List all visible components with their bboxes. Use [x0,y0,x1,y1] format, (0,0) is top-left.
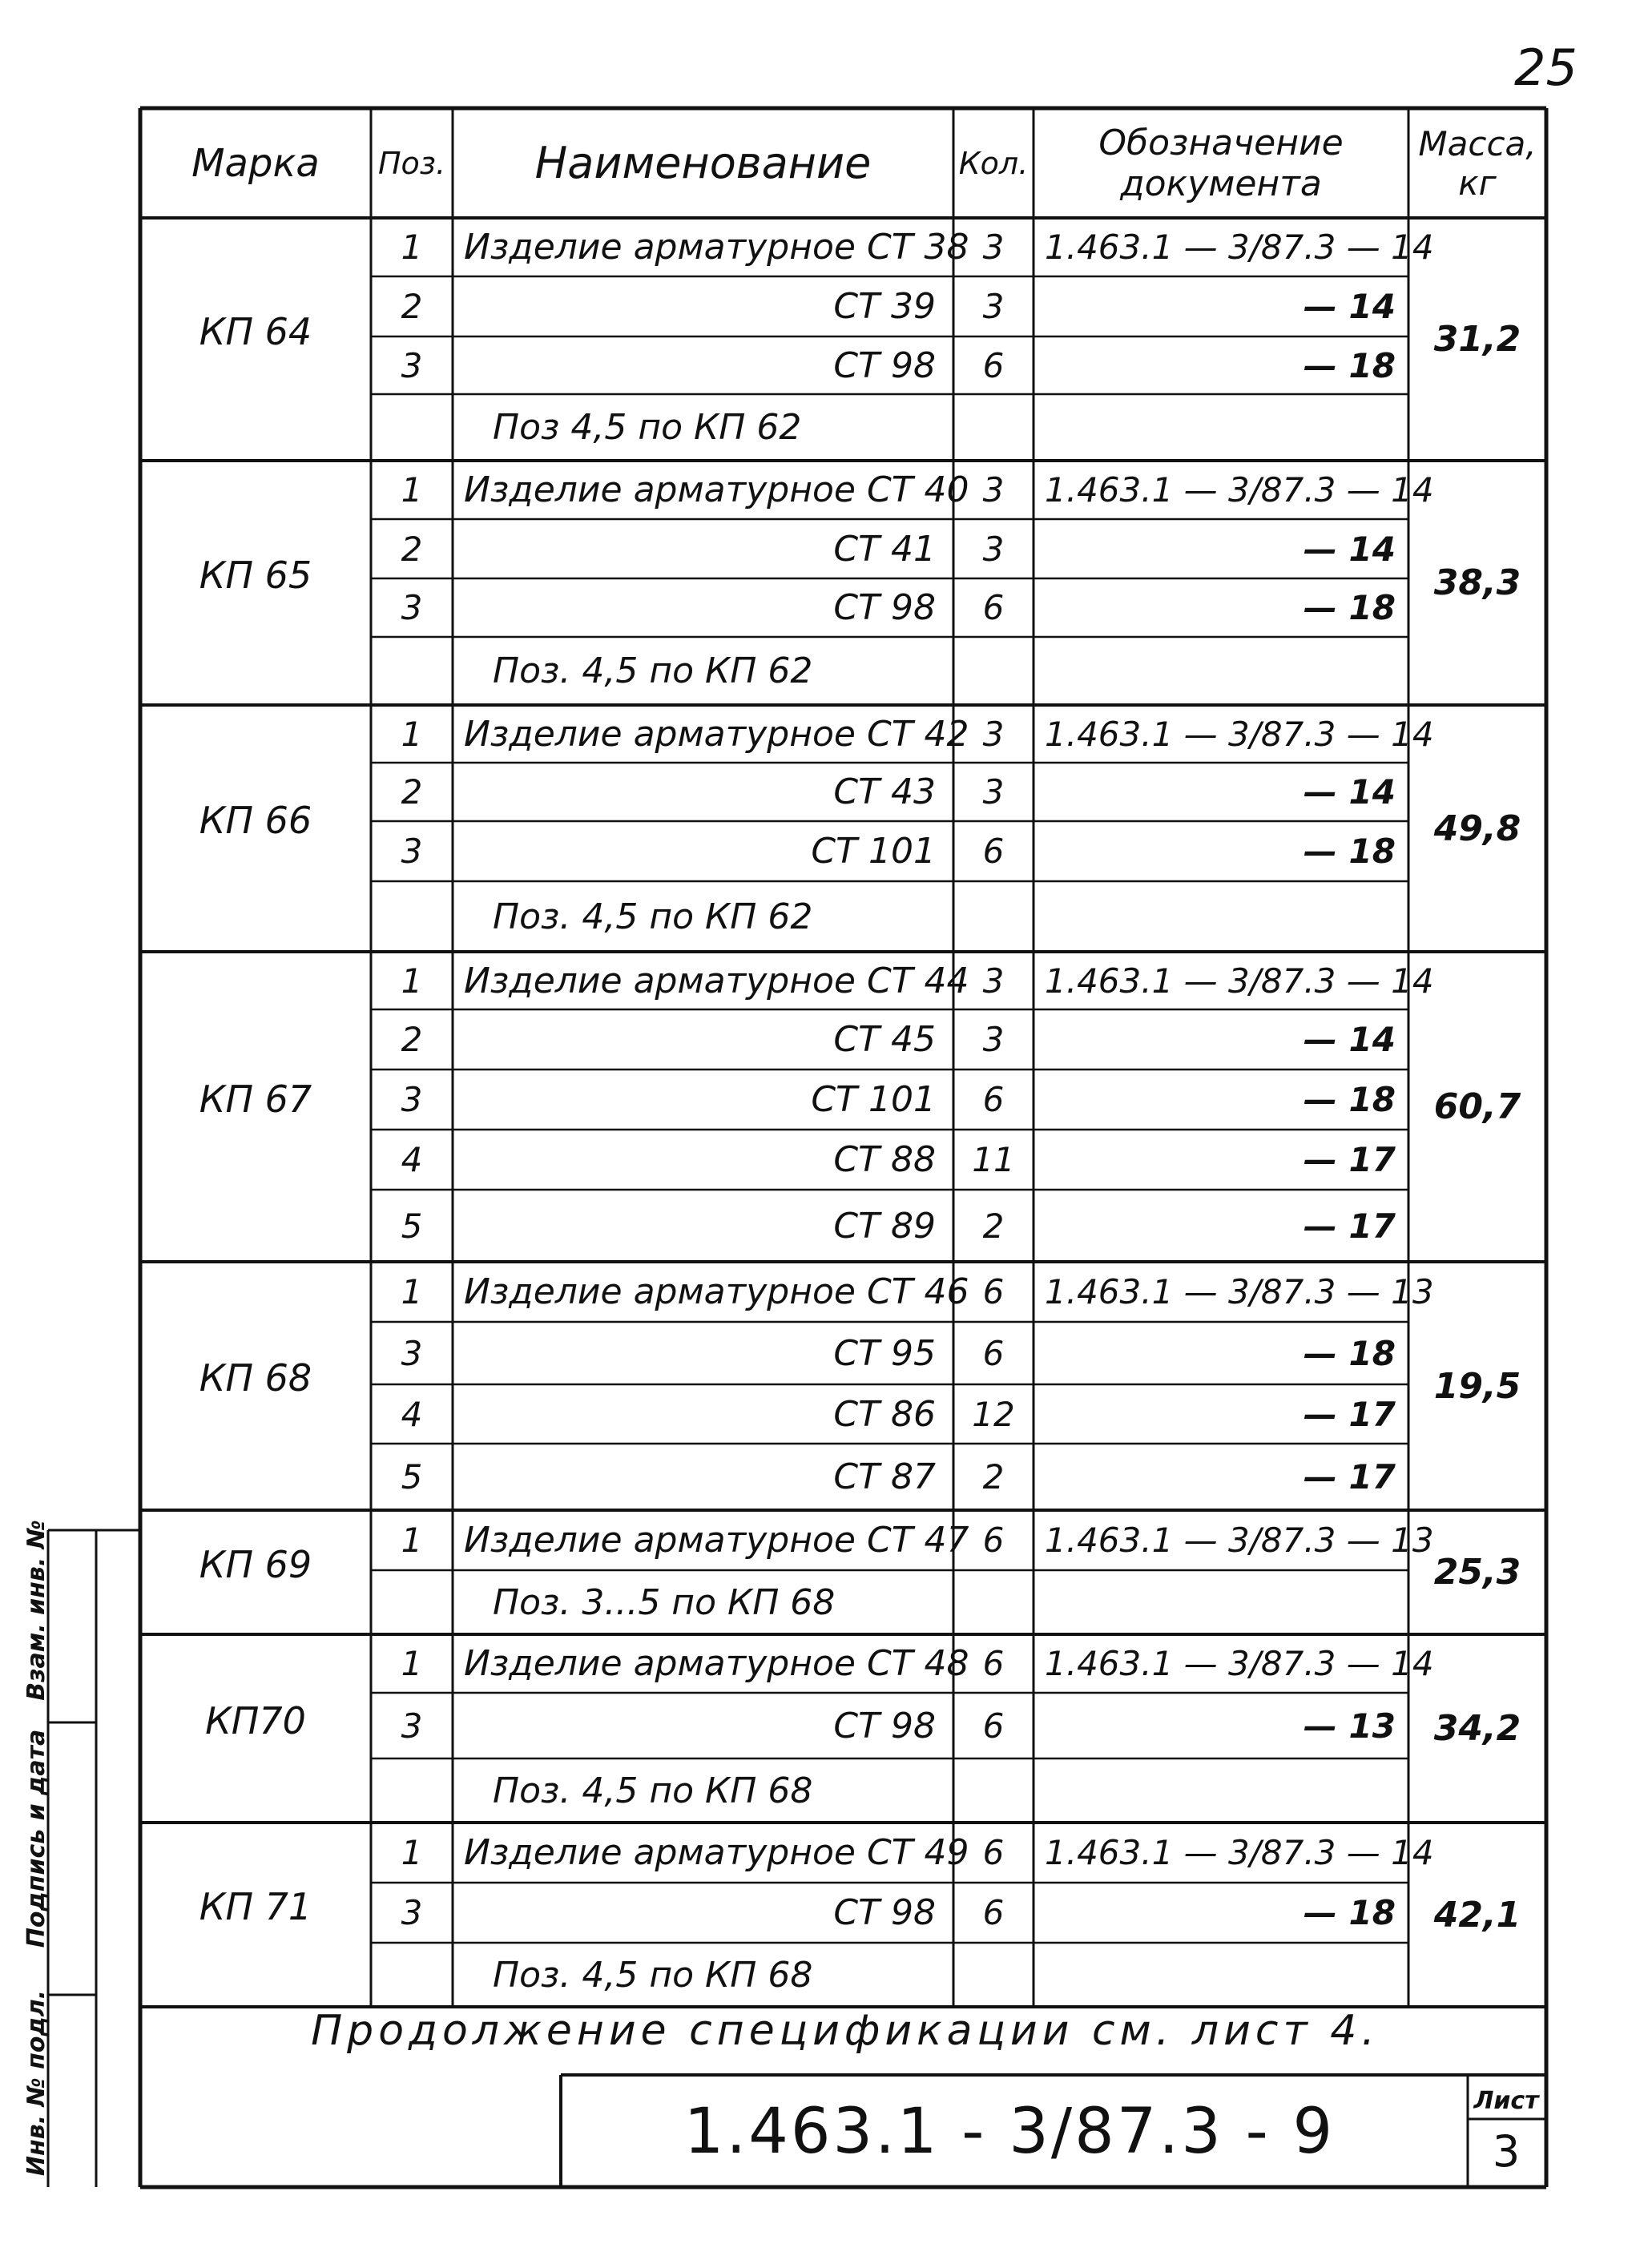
qty-cell: 2 [982,1457,1005,1497]
qty-cell [953,637,1034,705]
pos-cell: 3 [401,345,423,385]
qty-cell: 3 [982,287,1005,326]
qty-cell: 6 [982,1644,1005,1683]
header-qty-text: Кол. [958,145,1029,181]
header-pos-text: Поз. [377,145,446,181]
pos-cell: 3 [401,1333,423,1373]
doc-cell: — 18 [1303,832,1396,871]
qty-cell: 6 [982,345,1005,385]
qty-cell [953,1570,1034,1634]
pos-cell: 5 [401,1457,423,1497]
header-name [453,108,953,218]
stamp-inv-no-orig: Инв. № подл. [22,1989,50,2177]
header-mark-text: Марка [191,140,320,186]
pos-cell: 4 [401,1394,423,1434]
pos-cell: 3 [401,1080,423,1119]
pos-cell: 3 [401,1893,423,1932]
doc-cell: 1.463.1 — 3/87.3 — 13 [1045,1272,1434,1311]
qty-cell: 6 [982,1080,1005,1119]
pos-cell: 3 [401,588,423,627]
header-doc-text: документа [1120,163,1322,204]
doc-cell: — 18 [1303,1333,1396,1373]
name-cell: СТ 95 [833,1332,936,1374]
name-cell: Изделие арматурное СТ 38 [464,227,969,268]
qty-cell: 3 [982,772,1005,812]
name-cell: Поз. 4,5 по КП 62 [493,896,813,937]
qty-cell: 3 [982,714,1005,754]
name-cell: СТ 98 [833,1705,936,1746]
name-cell: СТ 41 [833,528,936,570]
pos-cell: 3 [401,1706,423,1746]
pos-cell: 1 [401,1833,423,1872]
pos-cell: 1 [401,1272,423,1311]
stamp-sign-date: Подпись и дата [22,1729,50,1948]
qty-cell: 12 [972,1394,1015,1434]
mark-cell: КП 67 [199,1077,312,1121]
pos-cell: 1 [401,1521,423,1560]
doc-cell: — 14 [1303,287,1396,326]
doc-cell: — 18 [1303,588,1396,627]
pos-cell: 2 [401,529,423,569]
pos-cell: 1 [401,228,423,267]
qty-cell [953,394,1034,461]
qty-cell: 3 [982,529,1005,569]
mass-cell: 60,7 [1433,1086,1521,1127]
pos-cell: 5 [401,1206,423,1246]
mark-cell: КП 69 [199,1542,312,1586]
header-qty [953,108,1034,218]
pos-cell: 2 [401,1020,423,1059]
mark-cell: КП 71 [199,1885,312,1928]
qty-cell: 6 [982,1272,1005,1311]
doc-cell: — 13 [1303,1706,1396,1746]
name-cell: СТ 86 [833,1393,936,1435]
doc-cell: — 18 [1303,1080,1396,1119]
pos-cell: 2 [401,772,423,812]
page-number: 25 [1514,38,1578,97]
name-cell: Изделие арматурное СТ 47 [464,1520,969,1561]
pos-cell: 1 [401,470,423,510]
name-cell: Изделие арматурное СТ 40 [464,469,969,510]
name-cell: Поз. 4,5 по КП 68 [493,1954,813,1996]
mass-cell: 38,3 [1433,562,1521,603]
pos-cell [371,394,453,461]
qty-cell: 6 [982,1521,1005,1560]
pos-cell [371,637,453,705]
pos-cell: 1 [401,714,423,754]
name-cell: СТ 101 [811,831,936,872]
qty-cell [953,881,1034,952]
mass-cell: 25,3 [1433,1552,1521,1593]
header-mass-text: кг [1458,163,1497,203]
pos-cell: 1 [401,961,423,1001]
name-cell: Изделие арматурное СТ 44 [464,960,969,1001]
header-doc [1034,108,1408,218]
pos-cell: 1 [401,1644,423,1683]
mass-cell: 19,5 [1433,1365,1521,1407]
pos-cell: 3 [401,832,423,871]
name-cell: Изделие арматурное СТ 49 [464,1832,969,1873]
mass-cell: 34,2 [1433,1708,1521,1749]
name-cell: СТ 98 [833,344,936,386]
doc-cell: — 18 [1303,1893,1396,1932]
continuation-note: Продолжение спецификации см. лист 4. [311,2007,1380,2055]
qty-cell: 3 [982,228,1005,267]
doc-cell: 1.463.1 — 3/87.3 — 14 [1045,714,1434,754]
qty-cell: 6 [982,1833,1005,1872]
stamp-vzam-inv: Взам. инв. № [22,1520,50,1701]
name-cell: Изделие арматурное СТ 46 [464,1271,969,1312]
sheet-label: Лист [1473,2086,1539,2115]
name-cell: СТ 45 [833,1019,936,1060]
mass-cell: 42,1 [1433,1894,1521,1936]
header-doc-text: Обозначение [1098,122,1344,163]
doc-cell: — 14 [1303,529,1396,569]
doc-cell: — 18 [1303,345,1396,385]
name-cell: СТ 101 [811,1079,936,1120]
pos-cell [371,1758,453,1823]
doc-cell: 1.463.1 — 3/87.3 — 14 [1045,1644,1434,1683]
doc-cell: — 14 [1303,772,1396,812]
pos-cell: 2 [401,287,423,326]
qty-cell: 6 [982,588,1005,627]
doc-cell: 1.463.1 — 3/87.3 — 14 [1045,228,1434,267]
name-cell: СТ 98 [833,587,936,628]
name-cell: СТ 43 [833,771,936,812]
name-cell: Поз 4,5 по КП 62 [493,407,802,448]
mark-cell: КП 65 [199,553,312,597]
doc-cell: 1.463.1 — 3/87.3 — 14 [1045,961,1434,1001]
doc-cell: — 17 [1303,1457,1396,1497]
qty-cell [953,1943,1034,2007]
pos-cell [371,881,453,952]
doc-cell: 1.463.1 — 3/87.3 — 13 [1045,1521,1434,1560]
header-pos [371,108,453,218]
doc-cell: 1.463.1 — 3/87.3 — 14 [1045,1833,1434,1872]
name-cell: Поз. 4,5 по КП 68 [493,1770,813,1811]
doc-cell [1034,881,1408,952]
doc-cell: — 17 [1303,1206,1396,1246]
doc-cell: 1.463.1 — 3/87.3 — 14 [1045,470,1434,510]
qty-cell: 3 [982,961,1005,1001]
qty-cell: 6 [982,832,1005,871]
doc-cell [1034,637,1408,705]
name-cell: Изделие арматурное СТ 42 [464,713,969,755]
qty-cell: 11 [972,1140,1015,1179]
doc-cell [1034,1943,1408,2007]
pos-cell: 4 [401,1140,423,1179]
name-cell: СТ 88 [833,1139,936,1180]
name-cell: СТ 39 [833,286,936,327]
name-cell: СТ 98 [833,1892,936,1933]
name-cell: Изделие арматурное СТ 48 [464,1643,969,1684]
doc-cell: — 17 [1303,1140,1396,1179]
qty-cell: 6 [982,1893,1005,1932]
name-cell: СТ 87 [833,1456,936,1497]
qty-cell: 6 [982,1706,1005,1746]
header-name-text: Наименование [534,138,872,188]
header-mass [1408,108,1546,218]
mark-cell: КП70 [205,1698,306,1742]
doc-cell [1034,394,1408,461]
mass-cell: 49,8 [1433,808,1521,849]
doc-cell [1034,1570,1408,1634]
doc-cell: — 14 [1303,1020,1396,1059]
qty-cell: 3 [982,470,1005,510]
qty-cell: 6 [982,1333,1005,1373]
name-cell: Поз. 3...5 по КП 68 [493,1581,836,1623]
doc-cell [1034,1758,1408,1823]
mass-cell: 31,2 [1433,319,1521,360]
name-cell: СТ 89 [833,1205,936,1247]
pos-cell [371,1943,453,2007]
header-mark [140,108,371,218]
qty-cell: 2 [982,1206,1005,1246]
doc-cell: — 17 [1303,1394,1396,1434]
mark-cell: КП 64 [199,309,312,353]
qty-cell [953,1758,1034,1823]
name-cell: Поз. 4,5 по КП 62 [493,651,813,691]
qty-cell: 3 [982,1020,1005,1059]
sheet-number: 3 [1492,2125,1521,2177]
pos-cell [371,1570,453,1634]
header-mass-text: Масса, [1418,123,1537,163]
document-code: 1.463.1 - 3/87.3 - 9 [683,2096,1336,2168]
mark-cell: КП 66 [199,799,312,842]
mark-cell: КП 68 [199,1356,312,1400]
